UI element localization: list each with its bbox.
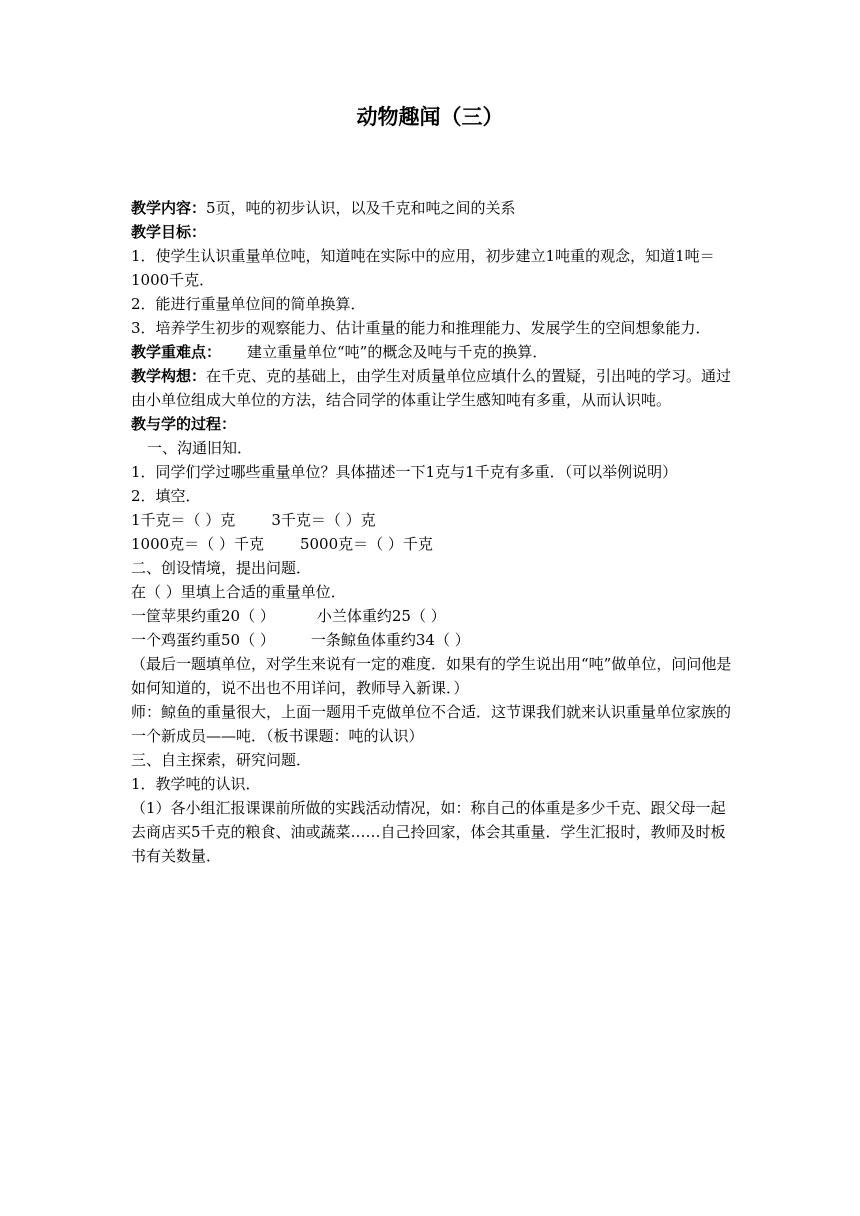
content-label: 教学内容： xyxy=(131,199,207,217)
teacher-note: （最后一题填单位，对学生来说有一定的难度．如果有的学生说出用“吨”做单位，问问他是如何知道的，说不出也不用详问，教师导入新课．） xyxy=(131,655,732,697)
fill-item: 1000克＝（ ）千克 xyxy=(131,535,264,553)
goals-label: 教学目标： xyxy=(131,223,207,241)
idea-text: 在千克、克的基础上，由学生对质量单位应填什么的置疑，引出吨的学习。通过由小单位组成大单位的方法，结合同学的体重让学生感知吨有多重，从而认识吨。 xyxy=(131,367,732,409)
process-label: 教与学的过程： xyxy=(131,415,237,433)
document-title: 动物趣闻（三） xyxy=(356,105,504,129)
fill-row-2 xyxy=(131,532,735,556)
unit-item: 一筐苹果约重20（ ） xyxy=(131,607,275,625)
ton-heading: 1．教学吨的认识． xyxy=(131,775,261,793)
review-question: 1．同学们学过哪些重量单位？具体描述一下1克与1千克有多重．（可以举例说明） xyxy=(131,463,678,481)
section-1-heading: 一、沟通旧知． xyxy=(147,439,253,457)
section-3-heading: 三、自主探索，研究问题． xyxy=(131,751,312,769)
unit-item: 小兰体重约25（ ） xyxy=(316,607,446,625)
unit-instruction: 在（ ）里填上合适的重量单位． xyxy=(131,583,346,601)
goal-3: 3．培养学生初步的观察能力、估计重量的能力和推理能力、发展学生的空间想象能力． xyxy=(131,319,711,337)
key-line xyxy=(131,340,735,364)
fill-row-1 xyxy=(131,508,735,532)
key-label: 教学重难点： xyxy=(131,343,222,361)
fill-item: 3千克＝（ ）克 xyxy=(271,511,376,529)
content-text: 5页，吨的初步认识，以及千克和吨之间的关系 xyxy=(206,199,516,217)
unit-item: 一个鸡蛋约重50（ ） xyxy=(131,631,275,649)
key-text: 建立重量单位“吨”的概念及吨与千克的换算． xyxy=(247,343,548,361)
group-report: （1）各小组汇报课课前所做的实践活动情况，如：称自己的体重是多少千克、跟父母一起去商店买5千克的粮食、油或蔬菜……自己拎回家，体会其重量．学生汇报时，教师及时板书有关数量． xyxy=(131,799,726,865)
idea-label: 教学构想： xyxy=(131,367,207,385)
fill-item: 5000克＝（ ）千克 xyxy=(299,535,433,553)
fill-item: 1千克＝（ ）克 xyxy=(131,511,236,529)
idea-line xyxy=(131,364,735,412)
fill-heading: 2．填空． xyxy=(131,487,201,505)
document-body xyxy=(131,196,735,868)
content-line xyxy=(131,196,735,220)
teacher-speech: 师：鲸鱼的重量很大，上面一题用千克做单位不合适．这节课我们就来认识重量单位家族的一个新成员——吨．（板书课题：吨的认识） xyxy=(131,703,732,745)
unit-row-2 xyxy=(131,628,735,652)
unit-row-1 xyxy=(131,604,735,628)
goal-1: 1．使学生认识重量单位吨，知道吨在实际中的应用，初步建立1吨重的观念，知道1吨＝1000千克． xyxy=(131,247,715,289)
unit-item: 一条鲸鱼体重约34（ ） xyxy=(310,631,470,649)
section-2-heading: 二、创设情境，提出问题． xyxy=(131,559,312,577)
goal-2: 2．能进行重量单位间的简单换算． xyxy=(131,295,366,313)
